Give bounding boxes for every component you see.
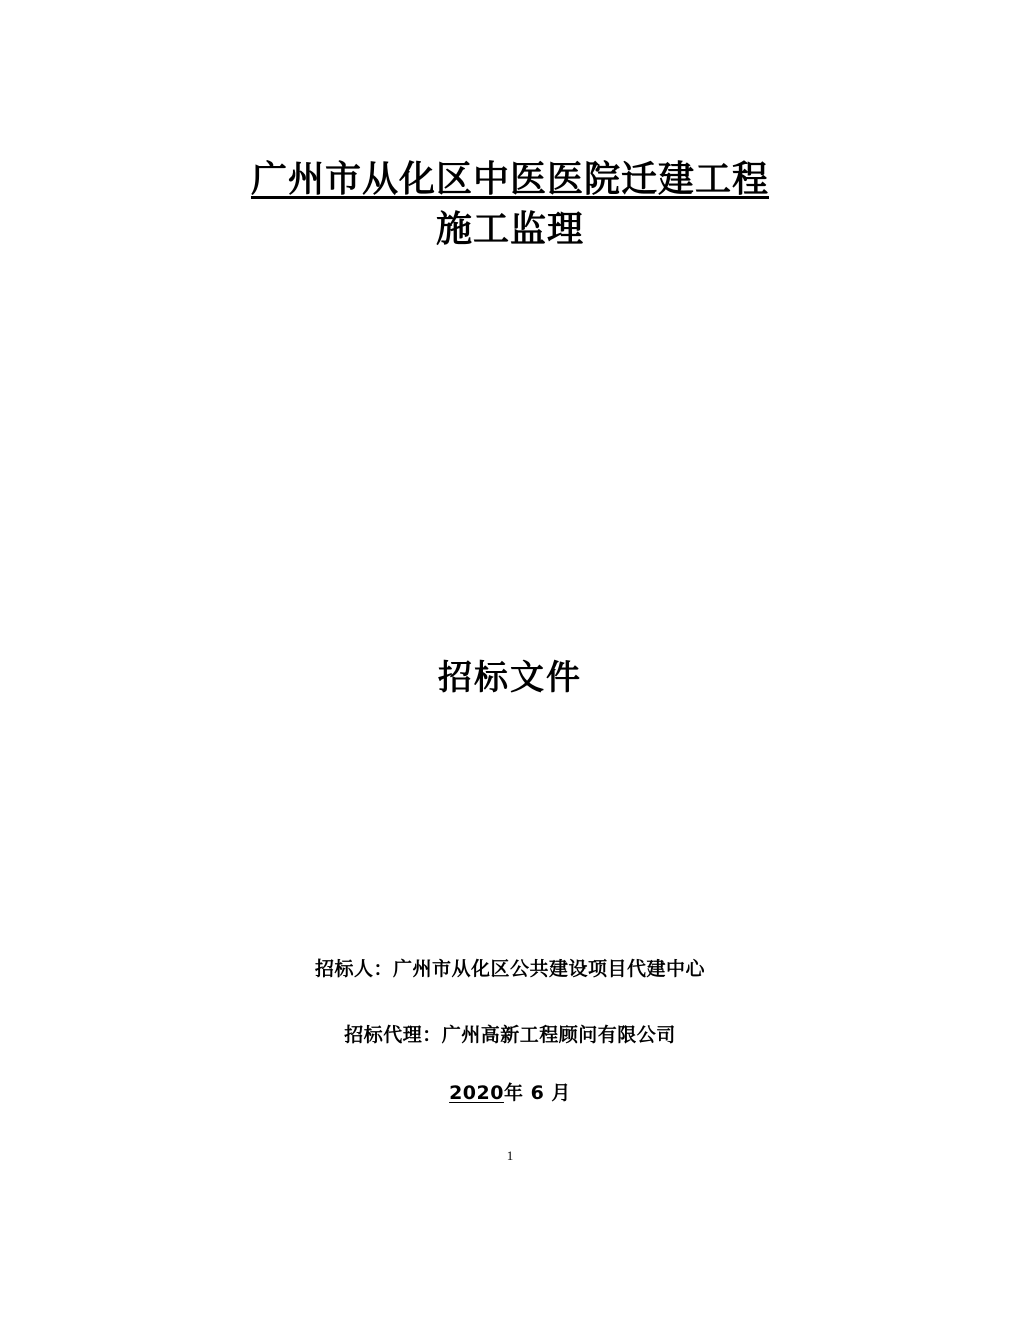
agent-line: 招标代理：广州高新工程顾问有限公司 [344,1024,676,1046]
title-line-2: 施工监理 [435,209,584,250]
date-year: 2020 [449,1082,504,1104]
tenderer-line: 招标人：广州市从化区公共建设项目代建中心 [314,958,705,980]
document-title [110,155,910,255]
title-line-1: 广州市从化区中医医院迁建工程 [250,159,769,200]
page-number: 1 [506,1148,514,1163]
title-line-2-wrapper [110,205,910,255]
date-suffix: 年 6 月 [503,1082,571,1104]
document-footer [110,948,910,1105]
document-type-heading: 招标文件 [438,658,582,698]
date-line [110,1078,910,1105]
